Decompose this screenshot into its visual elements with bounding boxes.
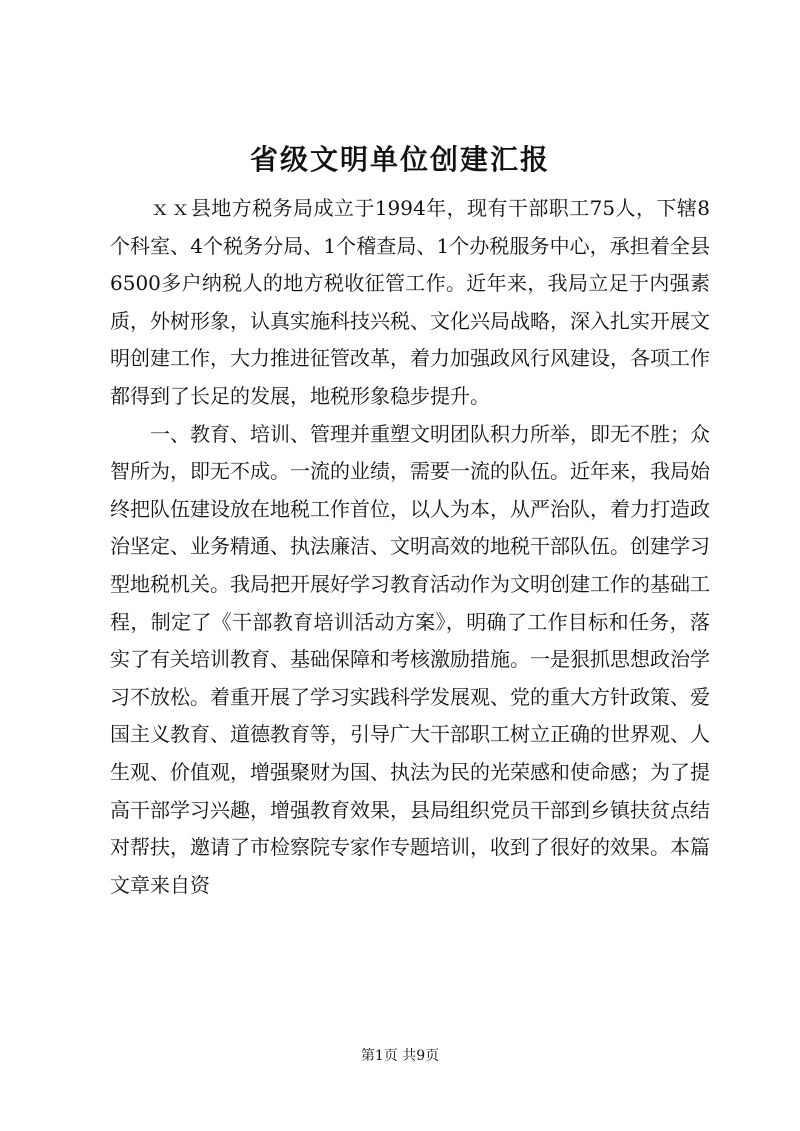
document-title: 省级文明单位创建汇报 <box>249 143 550 176</box>
page-footer: 第1页 共9页 <box>360 1048 440 1064</box>
paragraph-intro: ｘｘ县地方税务局成立于1994年，现有干部职工75人，下辖8个科室、4个税务分局、1个稽查局、1个办税服务中心，承担着全县6500多户纳税人的地方税收征管工作。近年来，我局立足于内强素质，外树形象，认真实施科技兴税、文化兴局战略，深入扎实开展文明创建工作，大力推进征管改革，着力加强政风行风建设，各项工作都得到了长足的发展，地税形象稳步提升。 <box>110 196 710 408</box>
document-body <box>110 190 710 904</box>
paragraph-section-one: 一、教育、培训、管理并重塑文明团队积力所举，即无不胜；众智所为，即无不成。一流的业绩，需要一流的队伍。近年来，我局始终把队伍建设放在地税工作首位，以人为本，从严治队，着力打造政治坚定、业务精通、执法廉洁、文明高效的地税干部队伍。创建学习型地税机关。我局把开展好学习教育活动作为文明创建工作的基础工程，制定了《干部教育培训活动方案》，明确了工作目标和任务，落实了有关培训教育、基础保障和考核激励措施。一是狠抓思想政治学习不放松。着重开展了学习实践科学发展观、党的重大方针政策、爱国主义教育、道德教育等，引导广大干部职工树立正确的世界观、人生观、价值观，增强聚财为国、执法为民的光荣感和使命感；为了提高干部学习兴趣，增强教育效果，县局组织党员干部到乡镇扶贫点结对帮扶，邀请了市检察院专家作专题培训，收到了很好的效果。本篇文章来自资 <box>110 421 710 897</box>
